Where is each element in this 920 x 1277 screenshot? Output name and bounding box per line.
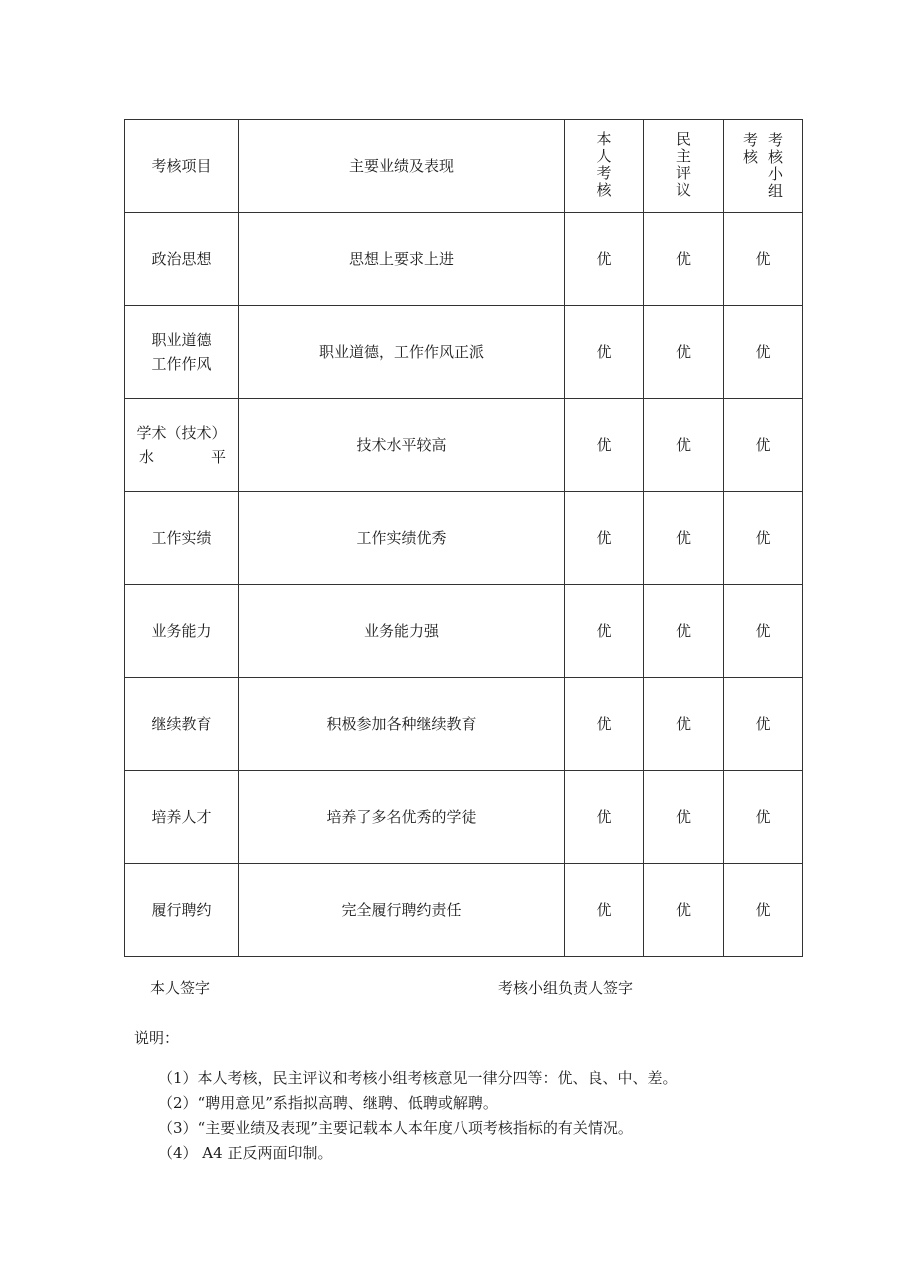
row-item: 继续教育 (125, 678, 239, 771)
header-group (724, 120, 803, 213)
row-self: 优 (565, 864, 644, 957)
row-item: 政治思想 (125, 213, 239, 306)
header-performance: 主要业绩及表现 (239, 120, 565, 213)
row-democratic: 优 (644, 306, 724, 399)
row-self: 优 (565, 492, 644, 585)
row-group: 优 (724, 306, 803, 399)
table-row (125, 213, 803, 306)
row-group: 优 (724, 864, 803, 957)
header-democratic: 民主评议 (644, 120, 724, 213)
group-leader-signature-label: 考核小组负责人签字 (498, 979, 634, 997)
row-performance: 业务能力强 (239, 585, 565, 678)
row-performance: 培养了多名优秀的学徒 (239, 771, 565, 864)
table-row (125, 492, 803, 585)
row-performance: 思想上要求上进 (239, 213, 565, 306)
assessment-table (124, 119, 803, 957)
row-performance: 职业道德，工作作风正派 (239, 306, 565, 399)
row-performance: 技术水平较高 (239, 399, 565, 492)
table-row (125, 864, 803, 957)
row-performance: 工作实绩优秀 (239, 492, 565, 585)
header-self: 本人考核 (565, 120, 644, 213)
note-item: （3）“主要业绩及表现”主要记载本人本年度八项考核指标的有关情况。 (158, 1119, 633, 1137)
row-item: 职业道德 工作作风 (125, 306, 239, 399)
row-self: 优 (565, 399, 644, 492)
row-democratic: 优 (644, 678, 724, 771)
table-row (125, 399, 803, 492)
row-democratic: 优 (644, 771, 724, 864)
row-group: 优 (724, 585, 803, 678)
table-row (125, 771, 803, 864)
row-performance: 积极参加各种继续教育 (239, 678, 565, 771)
row-democratic: 优 (644, 864, 724, 957)
note-item: （2）“聘用意见”系指拟高聘、继聘、低聘或解聘。 (158, 1094, 498, 1112)
row-self: 优 (565, 585, 644, 678)
row-democratic: 优 (644, 492, 724, 585)
row-democratic: 优 (644, 585, 724, 678)
row-self: 优 (565, 306, 644, 399)
row-self: 优 (565, 678, 644, 771)
row-item: 工作实绩 (125, 492, 239, 585)
table-row (125, 306, 803, 399)
note-item: （1）本人考核，民主评议和考核小组考核意见一律分四等：优、良、中、差。 (158, 1069, 678, 1087)
row-item: 业务能力 (125, 585, 239, 678)
table-row (125, 678, 803, 771)
row-self: 优 (565, 771, 644, 864)
note-item: （4） A4 正反两面印制。 (158, 1144, 333, 1162)
row-democratic: 优 (644, 399, 724, 492)
notes-list (158, 1066, 678, 1166)
header-row (125, 120, 803, 213)
row-item: 履行聘约 (125, 864, 239, 957)
header-group-col1: 考核 (743, 131, 759, 166)
row-group: 优 (724, 771, 803, 864)
header-group-col2: 考核小组 (768, 131, 784, 200)
row-group: 优 (724, 213, 803, 306)
notes-title: 说明： (134, 1029, 180, 1047)
row-group: 优 (724, 492, 803, 585)
table-row (125, 585, 803, 678)
header-item: 考核项目 (125, 120, 239, 213)
self-signature-label: 本人签字 (150, 979, 211, 997)
row-group: 优 (724, 399, 803, 492)
row-self: 优 (565, 213, 644, 306)
row-item: 学术（技术） 水 平 (125, 399, 239, 492)
row-democratic: 优 (644, 213, 724, 306)
row-item: 培养人才 (125, 771, 239, 864)
row-performance: 完全履行聘约责任 (239, 864, 565, 957)
row-group: 优 (724, 678, 803, 771)
